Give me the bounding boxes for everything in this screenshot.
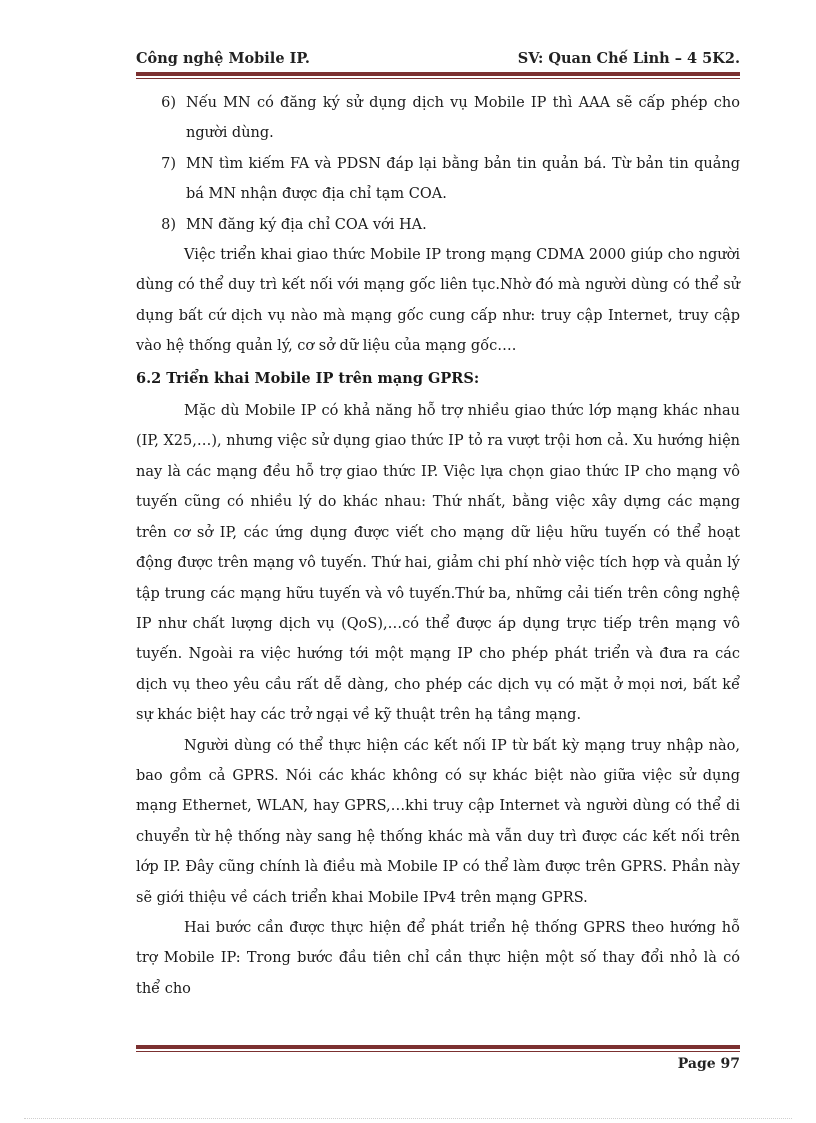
header-title: Công nghệ Mobile IP. — [136, 50, 310, 67]
paragraph: Mặc dù Mobile IP có khả năng hỗ trợ nhiều giao thức lớp mạng khác nhau (IP, X25,…), nhưng việc sử dụng giao thức IP tỏ ra vượt trội hơn cả. Xu hướng hiện nay là các mạng đều hỗ trợ giao thức IP. Việc lựa chọn giao thức IP cho mạng vô tuyến cũng có nhiều lý do khác nhau: Thứ nhất, bằng việc xây dựng các mạng trên cơ sở IP, các ứng dụng được viết cho mạng dữ liệu hữu tuyến có thể hoạt động được trên mạng vô tuyến. Thứ hai, giảm chi phí nhờ việc tích hợp và quản lý tập trung các mạng hữu tuyến và vô tuyến.Thứ ba, những cải tiến trên công nghệ IP như chất lượng dịch vụ (QoS),…có thể được áp dụng trực tiếp trên mạng vô tuyến. Ngoài ra việc hướng tới một mạng IP cho phép phát triển và đưa ra các dịch vụ theo yêu cầu rất dễ dàng, cho phép các dịch vụ có mặt ở mọi nơi, bất kể sự khác biệt hay các trở ngại về kỹ thuật trên hạ tầng mạng. — [136, 403, 740, 724]
header-rule-thin — [136, 78, 740, 79]
paragraph: Người dùng có thể thực hiện các kết nối IP từ bất kỳ mạng truy nhập nào, bao gồm cả GPRS. Nói các khác không có sự khác biệt nào giữa việc sử dụng mạng Ethernet, WLAN, hay GPRS,…khi truy cập Internet và người dùng có thể di chuyển từ hệ thống này sang hệ thống khác mà vẫn duy trì được các kết nối trên lớp IP. Đây cũng chính là điều mà Mobile IP có thể làm được trên GPRS. Phần này sẽ giới thiệu về cách triển khai Mobile IPv4 trên mạng GPRS. — [136, 737, 740, 906]
header-author: SV: Quan Chế Linh – 4 5K2. — [517, 50, 740, 67]
list-text: MN đăng ký địa chỉ COA với HA. — [186, 216, 427, 233]
section-heading: 6.2 Triển khai Mobile IP trên mạng GPRS: — [136, 369, 480, 387]
paragraph: Việc triển khai giao thức Mobile IP trong mạng CDMA 2000 giúp cho người dùng có thể duy trì kết nối với mạng gốc liên tục.Nhờ đó mà người dùng có thể sử dụng bất cứ dịch vụ nào mà mạng gốc cung cấp như: truy cập Internet, truy cập vào hệ thống quản lý, cơ sở dữ liệu của mạng gốc…. — [136, 247, 740, 355]
list-item — [136, 210, 740, 240]
list-text: MN tìm kiếm FA và PDSN đáp lại bằng bản tin quản bá. Từ bản tin quảng bá MN nhận được địa chỉ tạm COA. — [186, 155, 740, 203]
header-rule-thick — [136, 72, 740, 76]
page-edge-dotted-line — [24, 1118, 792, 1119]
list-text: Nếu MN có đăng ký sử dụng dịch vụ Mobile IP thì AAA sẽ cấp phép cho người dùng. — [186, 95, 740, 142]
page-body — [136, 88, 740, 1004]
list-number: 6) — [161, 95, 176, 111]
list-item — [136, 149, 740, 210]
footer-rule-thick — [136, 1045, 740, 1049]
list-number: 7) — [161, 155, 176, 172]
page-header — [136, 50, 740, 70]
list-number: 8) — [161, 216, 176, 233]
page-number: Page 97 — [677, 1056, 740, 1072]
footer-rule-thin — [136, 1051, 740, 1052]
list-item — [136, 88, 740, 149]
paragraph: Hai bước cần được thực hiện để phát triển hệ thống GPRS theo hướng hỗ trợ Mobile IP: Trong bước đầu tiên chỉ cần thực hiện một số thay đổi nhỏ là có thể cho — [136, 919, 740, 997]
